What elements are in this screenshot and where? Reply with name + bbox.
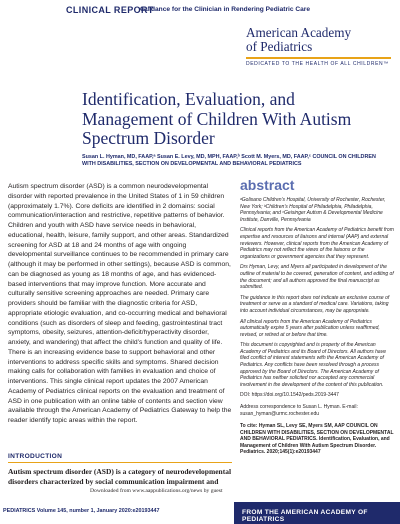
affiliations-note: ᵃGolisano Children’s Hospital, University of Rochester, Rochester, New York; ᵇChildren’s Hospital of Philadelphia, Philadelphia, Pennsylvania; and ᶜGeisinger Autism & Developmental Medicine Institute, Danville, Pennsylvania — [240, 197, 386, 223]
download-note: Downloaded from www.aappublications.org/news by guest — [90, 488, 223, 494]
introduction-text: Autism spectrum disorder (ASD) is a category of neurodevelopmental disorders characterized by social communication impairment and — [8, 467, 232, 486]
report-type-label: CLINICAL REPORT — [66, 5, 154, 15]
author-contributions-note: Drs Hyman, Levy, and Myers all participated in development of the outline of material to be covered, generation of content, and editing of the document; and all authors approved the final manuscript as submitted. — [240, 264, 394, 291]
author-notes — [240, 197, 394, 403]
guidance-note: The guidance in this report does not indicate an exclusive course of treatment or serve as a standard of medical care. Variations, taking into account individual circumstances, may be appropriate. — [240, 294, 390, 314]
introduction-heading: INTRODUCTION — [8, 453, 63, 460]
footer-banner — [234, 502, 400, 524]
aap-logo — [246, 26, 396, 67]
expiry-note: All clinical reports from the American Academy of Pediatrics automatically expire 5 years after publication unless reaffirmed, revised, or retired at or before that time. — [240, 318, 380, 338]
logo-line-1: American Academy — [246, 25, 352, 40]
logo-rule — [246, 57, 391, 59]
report-type-subtitle: Guidance for the Clinician in Rendering Pediatric Care — [140, 6, 311, 13]
logo-line-2: of Pediatrics — [246, 39, 313, 54]
clinical-reports-note: Clinical reports from the American Academy of Pediatrics benefit from expertise and resources of liaisons and internal (AAP) and external reviewers. However, clinical reports from the American Academy of Pediatrics may not reflect the views of the liaisons or the organizations or government agencies that they represent. — [240, 227, 394, 260]
journal-footer: PEDIATRICS Volume 145, number 1, January 2020:e20193447 — [3, 508, 160, 514]
copyright-note: This document is copyrighted and is property of the American Academy of Pediatrics and its Board of Directors. All authors have filed conflict of interest statements with the American Academy of Pediatrics. Any conflicts have been resolved through a process approved by the Board of Directors. The American Academy of Pediatrics has neither solicited nor accepted any commercial involvement in the development of the content of this publication. — [240, 342, 386, 388]
citation-label: To cite: — [240, 423, 258, 429]
doi-link[interactable]: DOI: https://doi.org/10.1542/peds.2019-3447 — [240, 392, 339, 399]
correspondence-address: Address correspondence to Susan L. Hyman. E-mail: susan_hyman@urmc.rochester.edu — [240, 404, 358, 417]
article-authors: Susan L. Hyman, MD, FAAP,ᵃ Susan E. Levy, MD, MPH, FAAP,ᵇ Scott M. Myers, MD, FAAP,ᶜ COUNCIL ON CHILDREN WITH DISABILITIES, SECTION ON DEVELOPMENTAL AND BEHAVIORAL PEDIATRICS — [82, 154, 376, 168]
footer-banner-text: FROM THE AMERICAN ACADEMY OF PEDIATRICS — [242, 509, 368, 523]
citation-text: Hyman SL, Levy SE, Myers SM, AAP COUNCIL ON CHILDREN WITH DISABILITIES, SECTION ON DEVELOPMENTAL AND BEHAVIORAL PEDIATRICS. Identification, Evaluation, and Management of Children With Autism Spectrum Disorder. Pediatrics. 2020;145(1):e20193447 — [240, 423, 394, 456]
citation-block — [240, 423, 394, 456]
abstract-heading: abstract — [240, 177, 295, 193]
logo-tagline: DEDICATED TO THE HEALTH OF ALL CHILDREN™ — [246, 60, 389, 67]
introduction-rule — [8, 462, 232, 463]
article-title: Identification, Evaluation, and Management of Children With Autism Spectrum Disorder — [82, 89, 352, 148]
abstract-body: Autism spectrum disorder (ASD) is a common neurodevelopmental disorder with reported prevalence in the United States of 1 in 59 children (approximately 1.7%). Core deficits are identified in 2 domains: social communication/interaction and restrictive, repetitive patterns of behavior. Children and youth with ASD have service needs in behavioral, educational, health, leisure, family support, and other areas. Standardized screening for ASD at 18 and 24 months of age with ongoing developmental surveillance continues to be recommended in primary care (although it may be performed in other settings), because ASD is common, can be diagnosed as young as 18 months of age, and has evidenced-based interventions that may improve function. More accurate and culturally sensitive screening approaches are needed. Primary care providers should be familiar with the diagnostic criteria for ASD, appropriate etiologic evaluation, and co-occurring medical and behavioral conditions (such as disorders of sleep and feeding, gastrointestinal tract symptoms, obesity, seizures, attention-deficit/hyperactivity disorder, anxiety, and wandering) that affect the child’s function and quality of life. There is an increasing evidence base to support behavioral and other interventions to address specific skills and symptoms. Shared decision making calls for collaboration with families in evaluation and choice of interventions. This single clinical report updates the 2007 American Academy of Pediatrics clinical reports on the evaluation and treatment of ASD in one publication with an online table of contents and section view available through the American Academy of Pediatrics Gateway to help the reader identify topic areas within the report. — [8, 183, 232, 424]
